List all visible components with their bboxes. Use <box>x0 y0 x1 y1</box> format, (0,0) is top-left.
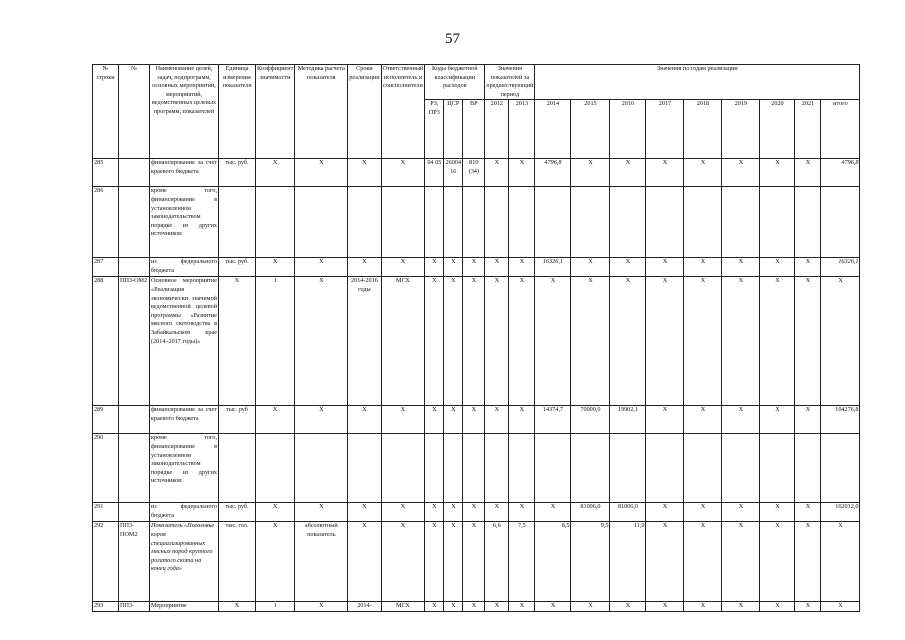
row-coef: X <box>256 522 295 602</box>
row-2019: X <box>722 277 760 406</box>
row-2013: X <box>509 258 535 277</box>
row-terms: X <box>348 503 381 522</box>
row-2015: X <box>571 159 610 187</box>
row-unit: тыс. руб <box>219 406 256 434</box>
row-2020: X <box>760 406 795 434</box>
row-2019: X <box>722 522 760 602</box>
row-total: 4796,8 <box>821 159 860 187</box>
row-2016: X <box>610 258 646 277</box>
row-vr: X <box>463 258 485 277</box>
indicators-table <box>92 64 860 612</box>
header-years-values: Значения по годам реализации <box>535 65 860 100</box>
row-2014: X <box>535 503 571 522</box>
row-terms: X <box>348 159 381 187</box>
row-2013: X <box>509 503 535 522</box>
row-number: 289 <box>93 406 119 434</box>
row-2016: X <box>610 602 646 612</box>
row-2012: 6,6 <box>485 522 509 602</box>
header-terms: Сроки реализации <box>348 65 381 159</box>
row-coef: 1 <box>256 602 295 612</box>
row-method: X <box>295 277 348 406</box>
row-vr: X <box>463 406 485 434</box>
table-row <box>93 187 860 258</box>
row-executor: X <box>381 258 425 277</box>
row-terms: 2014- <box>348 602 381 612</box>
row-2014: X <box>535 277 571 406</box>
row-2019: X <box>722 406 760 434</box>
row-total: 16326,1 <box>821 258 860 277</box>
page-number: 57 <box>445 31 460 47</box>
row-number: 290 <box>93 434 119 503</box>
row-code: ПП3-ПОМ2 <box>119 522 150 602</box>
row-2019: X <box>722 602 760 612</box>
row-2017: X <box>646 258 684 277</box>
row-rz: X <box>425 277 444 406</box>
row-2017: X <box>646 277 684 406</box>
row-name: кроме того, финансирование в установленном законодательством порядке из других источников: <box>150 434 219 503</box>
row-method: X <box>295 159 348 187</box>
row-terms: X <box>348 258 381 277</box>
row-2017: X <box>646 503 684 522</box>
row-rz: X <box>425 258 444 277</box>
row-unit: тыс. руб. <box>219 503 256 522</box>
row-method: X <box>295 258 348 277</box>
row-total: X <box>821 277 860 406</box>
table-row <box>93 258 860 277</box>
row-2021: X <box>795 258 821 277</box>
row-vr: X <box>463 503 485 522</box>
header-2015: 2015 <box>571 100 610 159</box>
header-2013: 2013 <box>509 100 535 159</box>
row-vr: X <box>463 602 485 612</box>
row-2017: X <box>646 159 684 187</box>
header-csr: ЦСР <box>444 100 463 159</box>
row-vr: 810 (34) <box>463 159 485 187</box>
table-row <box>93 602 860 612</box>
row-csr: 26004 16 <box>444 159 463 187</box>
header-total: итого <box>821 100 860 159</box>
row-rz: X <box>425 602 444 612</box>
row-name: Основное мероприятие «Реализация экономически значимой ведомственной целевой программы «Развитие мясного скотоводства в Забайкальском крае (2014–2017 годы)» <box>150 277 219 406</box>
row-total: X <box>821 602 860 612</box>
header-2021: 2021 <box>795 100 821 159</box>
row-name: Показатель «Поголовье коров специализированных мясных пород крупного рогатого скота на конец года» <box>150 522 219 602</box>
row-2013: X <box>509 602 535 612</box>
row-unit: X <box>219 277 256 406</box>
row-csr: X <box>444 522 463 602</box>
row-2012: X <box>485 503 509 522</box>
row-coef: X <box>256 503 295 522</box>
row-code <box>119 406 150 434</box>
row-unit: тыс. гол. <box>219 522 256 602</box>
row-2020: X <box>760 159 795 187</box>
row-2014: 4796,8 <box>535 159 571 187</box>
table-row <box>93 159 860 187</box>
row-coef: X <box>256 406 295 434</box>
row-rz: X <box>425 522 444 602</box>
header-vr: ВР <box>463 100 485 159</box>
row-2012: X <box>485 258 509 277</box>
table-row <box>93 406 860 434</box>
row-2018: X <box>684 503 722 522</box>
row-2019: X <box>722 503 760 522</box>
row-number: 287 <box>93 258 119 277</box>
row-2020: X <box>760 522 795 602</box>
row-executor: МСХ <box>381 277 425 406</box>
row-name: Мероприятие <box>150 602 219 612</box>
row-executor: X <box>381 503 425 522</box>
row-2013: X <box>509 159 535 187</box>
row-terms: 2014-2016 годы <box>348 277 381 406</box>
row-executor: X <box>381 159 425 187</box>
row-name: из федерального бюджета <box>150 258 219 277</box>
row-2021: X <box>795 503 821 522</box>
row-coef: X <box>256 159 295 187</box>
row-coef: X <box>256 258 295 277</box>
row-2018: X <box>684 602 722 612</box>
row-2013: 7,5 <box>509 522 535 602</box>
row-2019: X <box>722 258 760 277</box>
row-2016: 81006,0 <box>610 503 646 522</box>
row-2015: 9,5 <box>571 522 610 602</box>
row-2018: X <box>684 277 722 406</box>
row-2012: X <box>485 602 509 612</box>
row-2015: 81006,0 <box>571 503 610 522</box>
row-2014: 16326,1 <box>535 258 571 277</box>
row-2014: 14374,7 <box>535 406 571 434</box>
table-row <box>93 277 860 406</box>
row-2014: 8,5 <box>535 522 571 602</box>
row-name: финансирование за счет краевого бюджета <box>150 406 219 434</box>
row-executor: МСХ <box>381 602 425 612</box>
row-2021: X <box>795 522 821 602</box>
row-name: кроме того, финансирование в установленном законодательством порядке из других источников: <box>150 187 219 258</box>
header-2014: 2014 <box>535 100 571 159</box>
row-2021: X <box>795 277 821 406</box>
row-total: 104276,8 <box>821 406 860 434</box>
row-2018: X <box>684 159 722 187</box>
row-number: 285 <box>93 159 119 187</box>
header-2016: 2016 <box>610 100 646 159</box>
row-code: ПП3-ОМ2 <box>119 277 150 406</box>
row-2016: 11,0 <box>610 522 646 602</box>
row-2017: X <box>646 406 684 434</box>
row-executor: X <box>381 406 425 434</box>
header-executor: Ответственный исполнитель и соисполнители <box>381 65 425 159</box>
row-code: ПП3- <box>119 602 150 612</box>
row-total: X <box>821 522 860 602</box>
table-row <box>93 434 860 503</box>
header-2017: 2017 <box>646 100 684 159</box>
header-2020: 2020 <box>760 100 795 159</box>
row-2021: X <box>795 602 821 612</box>
row-rz: X <box>425 503 444 522</box>
row-2016: 19902,1 <box>610 406 646 434</box>
row-total: 162012,0 <box>821 503 860 522</box>
row-2019: X <box>722 159 760 187</box>
row-terms: X <box>348 406 381 434</box>
row-csr: X <box>444 406 463 434</box>
row-2012: X <box>485 159 509 187</box>
row-name: из федерального бюджета <box>150 503 219 522</box>
row-method: X <box>295 602 348 612</box>
row-2015: 70000,0 <box>571 406 610 434</box>
row-number: 291 <box>93 503 119 522</box>
header-number: № <box>119 65 150 159</box>
row-2021: X <box>795 406 821 434</box>
header-budget-codes: Коды бюджетной классификации расходов <box>425 65 485 100</box>
table-row <box>93 522 860 602</box>
header-2018: 2018 <box>684 100 722 159</box>
row-csr: X <box>444 258 463 277</box>
row-code <box>119 159 150 187</box>
row-method: X <box>295 503 348 522</box>
header-method: Методика расчета показателя <box>295 65 348 159</box>
row-method: X <box>295 406 348 434</box>
row-2020: X <box>760 503 795 522</box>
header-name: Наименование целей, задач, подпрограмм, основных мероприятий, мероприятий, ведомственных целевых программ, показателей <box>150 65 219 159</box>
row-2020: X <box>760 258 795 277</box>
row-vr: X <box>463 277 485 406</box>
row-2015: X <box>571 277 610 406</box>
row-rz: 04 05 <box>425 159 444 187</box>
row-2013: X <box>509 277 535 406</box>
row-rz: X <box>425 406 444 434</box>
row-2018: X <box>684 522 722 602</box>
row-2016: X <box>610 159 646 187</box>
header-unit: Единица измерения показателя <box>219 65 256 159</box>
row-code <box>119 503 150 522</box>
row-2013: X <box>509 406 535 434</box>
header-coef: Коэффициент значимости <box>256 65 295 159</box>
row-2012: X <box>485 277 509 406</box>
header-rz: РЗ, ПР3 <box>425 100 444 159</box>
row-coef: 1 <box>256 277 295 406</box>
row-code <box>119 258 150 277</box>
row-2021: X <box>795 159 821 187</box>
row-executor: X <box>381 522 425 602</box>
row-2018: X <box>684 258 722 277</box>
row-terms: X <box>348 522 381 602</box>
header-2019: 2019 <box>722 100 760 159</box>
row-2018: X <box>684 406 722 434</box>
header-previous-period: Значения показателей за предшествующий период <box>485 65 535 100</box>
row-2015: X <box>571 258 610 277</box>
row-2020: X <box>760 602 795 612</box>
row-csr: X <box>444 503 463 522</box>
row-name: финансирование за счет краевого бюджета <box>150 159 219 187</box>
row-2016: X <box>610 277 646 406</box>
row-csr: X <box>444 602 463 612</box>
row-2015: X <box>571 602 610 612</box>
row-vr: X <box>463 522 485 602</box>
row-unit: тыс. руб. <box>219 159 256 187</box>
row-number: 293 <box>93 602 119 612</box>
row-2014: X <box>535 602 571 612</box>
row-unit: тыс. руб. <box>219 258 256 277</box>
header-2012: 2012 <box>485 100 509 159</box>
row-csr: X <box>444 277 463 406</box>
row-unit: X <box>219 602 256 612</box>
row-2012: X <box>485 406 509 434</box>
row-number: 288 <box>93 277 119 406</box>
row-number: 286 <box>93 187 119 258</box>
row-number: 292 <box>93 522 119 602</box>
row-2017: X <box>646 602 684 612</box>
row-method: абсолютный показатель <box>295 522 348 602</box>
row-2020: X <box>760 277 795 406</box>
table-row <box>93 503 860 522</box>
header-row-number: № строки <box>93 65 119 159</box>
row-2017: X <box>646 522 684 602</box>
